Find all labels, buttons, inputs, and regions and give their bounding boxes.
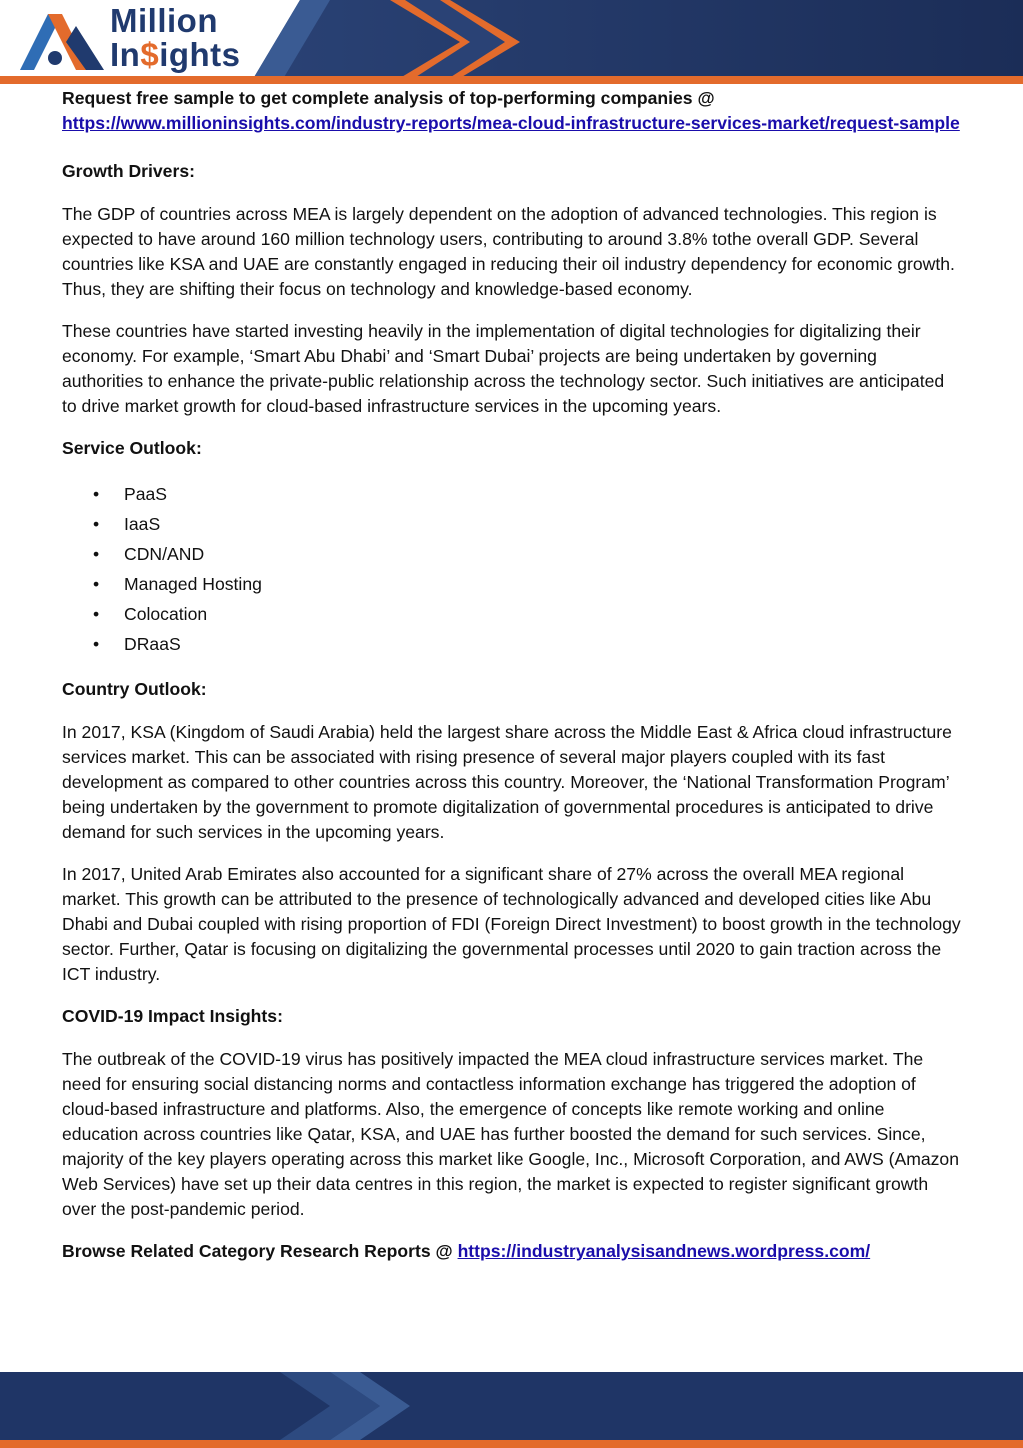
service-outlook-heading: Service Outlook: (62, 438, 202, 458)
browse-related-link[interactable]: https://industryanalysisandnews.wordpress.com/ (457, 1241, 871, 1261)
browse-text: Browse Related Category Research Reports @ (62, 1241, 458, 1261)
list-item (62, 539, 962, 569)
logo-line-1: Million (110, 2, 218, 39)
bullet-icon: • (93, 634, 100, 654)
covid-paragraph: The outbreak of the COVID-19 virus has positively impacted the MEA cloud infrastructure services market. The need for ensuring social distancing norms and contactless information exchange has triggered the adoption of cloud-based infrastructure and platforms. Also, the emergence of concepts like remote working and online education across countries like Qatar, KSA, and UAE has further boosted the demand for such services. Since, majority of the key players operating across this market like Google, Inc., Microsoft Corporation, and AWS (Amazon Web Services) have set up their data centres in this region, the market is expected to register significant growth over the post-pandemic period. (62, 1049, 960, 1219)
document-body (62, 86, 962, 1264)
list-item (62, 569, 962, 599)
list-item (62, 629, 962, 659)
list-item-label: CDN/AND (124, 544, 205, 564)
logo-dollar-sign: $ (140, 36, 160, 73)
list-item-label: PaaS (124, 484, 168, 504)
list-item-label: IaaS (124, 514, 161, 534)
country-outlook-paragraph-1: In 2017, KSA (Kingdom of Saudi Arabia) held the largest share across the Middle East & Africa cloud infrastructure services market. This can be associated with rising presence of several major players coupled with its fast development as compared to other countries across this country. Moreover, the ‘National Transformation Program’ being undertaken by the government to promote digitalization of governmental procedures is anticipated to drive demand for such services in the upcoming years. (62, 722, 952, 842)
growth-drivers-paragraph-2: These countries have started investing heavily in the implementation of digital technologies for digitalizing their economy. For example, ‘Smart Abu Dhabi’ and ‘Smart Dubai’ projects are being undertaken by governing authorities to enhance the private-public relationship across the technology sector. Such initiatives are anticipated to drive market growth for cloud-based infrastructure services in the upcoming years. (62, 321, 945, 416)
service-list (62, 479, 962, 659)
request-sample-line (62, 86, 962, 136)
bullet-icon: • (93, 544, 100, 564)
bullet-icon: • (93, 604, 100, 624)
list-item (62, 599, 962, 629)
logo-wordmark (110, 4, 241, 72)
country-outlook-paragraph-2: In 2017, United Arab Emirates also accounted for a significant share of 27% across the overall MEA regional market. This growth can be attributed to the presence of technologically advanced and developed cities like Abu Dhabi and Dubai coupled with rising proportion of FDI (Foreign Direct Investment) to boost growth in the technology sector. Further, Qatar is focusing on digitalizing the governmental processes until 2020 to gain traction across the ICT industry. (62, 864, 961, 984)
list-item-label: Colocation (124, 604, 208, 624)
list-item-label: Managed Hosting (124, 574, 262, 594)
list-item (62, 479, 962, 509)
logo-part: In (110, 36, 141, 73)
request-sample-link[interactable]: https://www.millioninsights.com/industry-reports/mea-cloud-infrastructure-services-market/request-sample (62, 113, 960, 133)
covid-heading: COVID-19 Impact Insights: (62, 1006, 283, 1026)
logo-part: ights (159, 36, 241, 73)
bullet-icon: • (93, 574, 100, 594)
footer-banner (0, 1372, 1023, 1448)
request-text: Request free sample to get complete analysis of top-performing companies @ (62, 88, 715, 108)
list-item-label: DRaaS (124, 634, 181, 654)
footer-decoration (0, 1372, 1023, 1448)
country-outlook-heading: Country Outlook: (62, 679, 207, 699)
growth-drivers-heading: Growth Drivers: (62, 161, 195, 181)
logo-line-2 (110, 38, 241, 72)
header-banner (0, 0, 1023, 84)
bullet-icon: • (93, 514, 100, 534)
browse-related-line (62, 1239, 962, 1264)
growth-drivers-paragraph-1: The GDP of countries across MEA is largely dependent on the adoption of advanced technologies. This region is expected to have around 160 million technology users, contributing to around 3.8% tothe overall GDP. Several countries like KSA and UAE are constantly engaged in reducing their oil industry dependency for economic growth. Thus, they are shifting their focus on technology and knowledge-based economy. (62, 204, 955, 299)
logo-icon (16, 6, 108, 72)
bullet-icon: • (93, 484, 100, 504)
list-item (62, 509, 962, 539)
